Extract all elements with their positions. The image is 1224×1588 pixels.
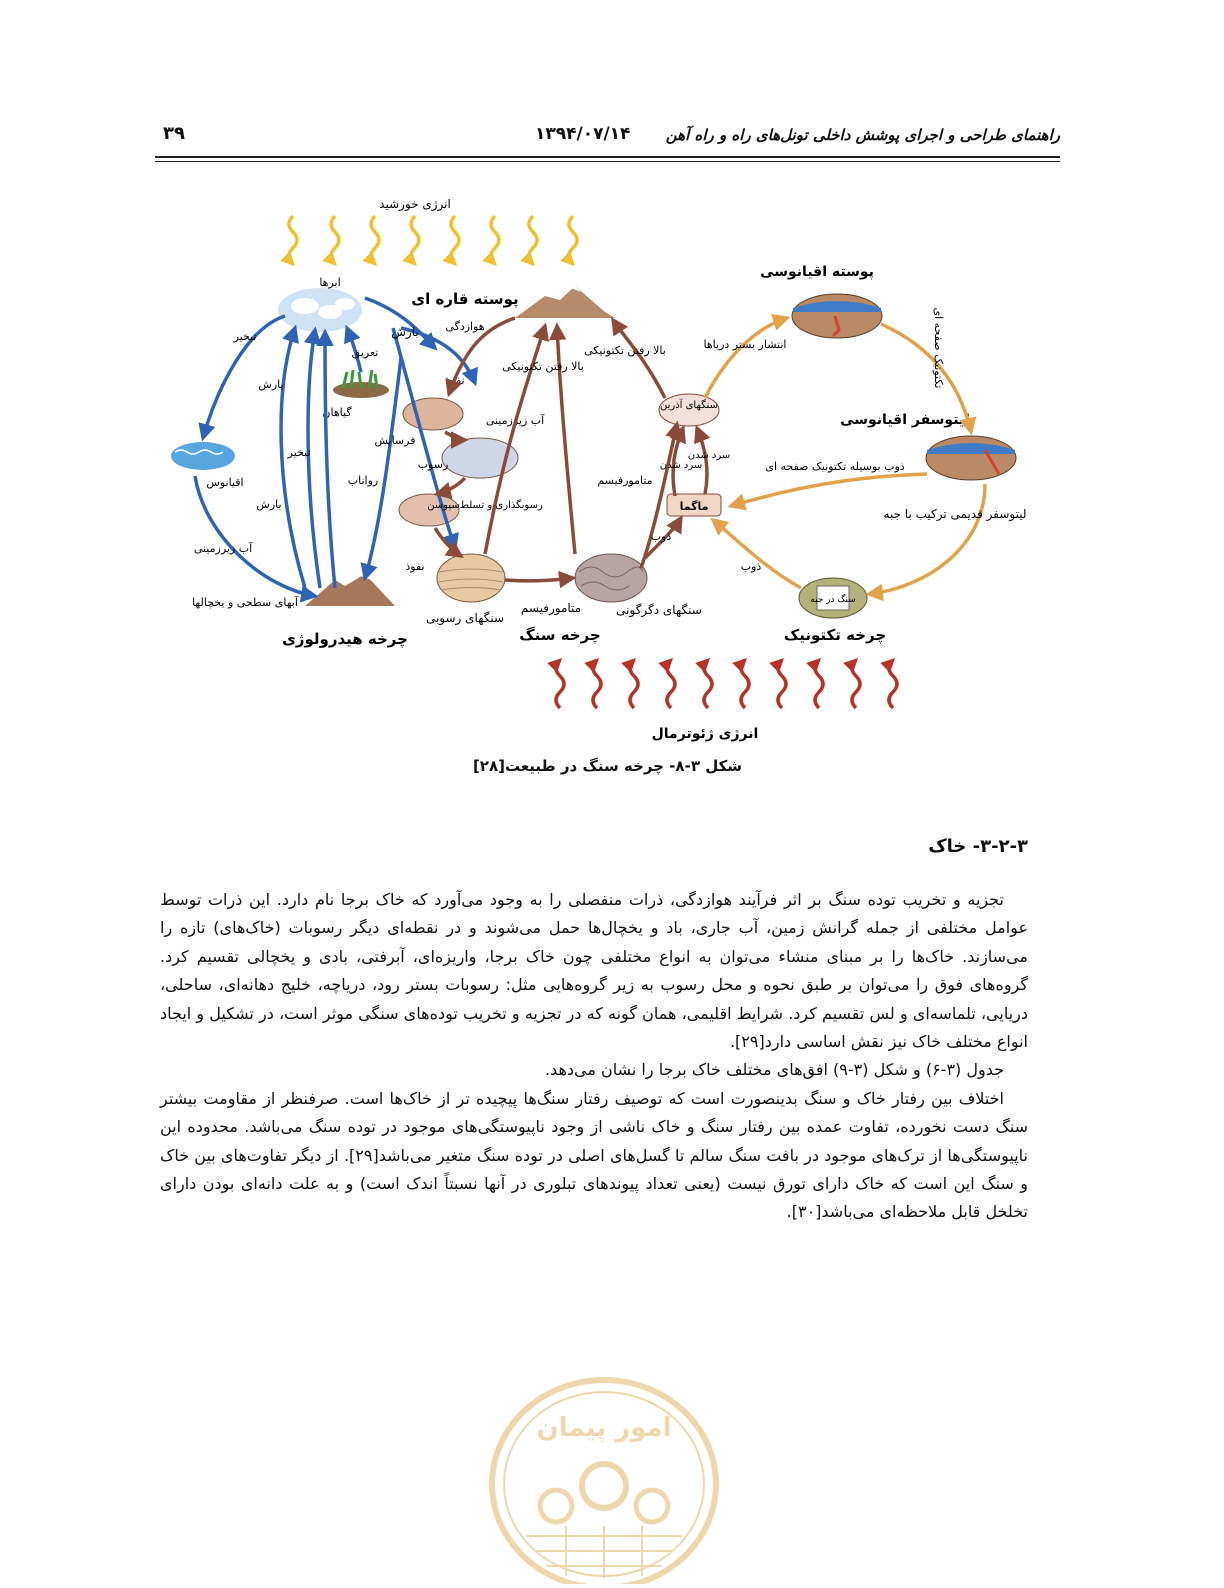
label-metamorphism-side: متامورفیسم <box>597 474 653 487</box>
label-precipitation-2: بارش <box>256 498 282 511</box>
label-ocean: اقیانوس <box>206 476 244 489</box>
document-date: ۱۳۹۴/۰۷/۱۴ <box>535 124 631 144</box>
label-groundwater-left: آب زیرزمینی <box>193 542 253 555</box>
label-continental-crust: پوسته قاره ای <box>411 290 519 308</box>
page-header <box>155 118 1060 158</box>
section-heading: ۳-۲-۳- خاک <box>928 836 1028 857</box>
label-runoff: رواناب <box>347 474 379 487</box>
sedimentary-rocks-icon <box>437 554 505 602</box>
label-burial-compaction: رسوبگذاری و تسلط‌سپوسن <box>427 500 543 511</box>
label-sedimentary-rocks: سنگهای رسوبی <box>425 611 505 625</box>
label-deposition: رسوب <box>417 458 449 471</box>
figure-caption: شکل ۳-۸- چرخه سنگ در طبیعت[۲۸] <box>472 757 743 775</box>
label-infiltration-bottom: نفوذ <box>405 560 425 573</box>
continental-crust-icon <box>515 286 615 318</box>
header-rule-thin <box>155 161 1060 162</box>
label-metamorphism-bottom: متامورفیسم <box>520 601 582 615</box>
oceanic-lithosphere-icon <box>926 436 1016 480</box>
label-precipitation-left: بارش <box>258 378 284 391</box>
metamorphic-rocks-icon <box>575 554 647 602</box>
oceanic-crust-icon <box>792 294 882 338</box>
sun-rays <box>289 216 577 264</box>
label-mantle-rock: سنگ در جبه <box>810 595 856 605</box>
watermark-logo <box>486 1366 722 1584</box>
label-weathering: هوازدگی <box>445 320 485 333</box>
paragraph: جدول (۳-۶) و شکل (۳-۹) افق‌های مختلف خاک برجا را نشان می‌دهد. <box>544 1060 1004 1080</box>
label-evaporation-2: تبخیر <box>287 446 311 459</box>
label-groundwater-mid: آب زیرزمینی <box>485 414 545 427</box>
rock-cycle-diagram <box>165 188 1055 748</box>
label-oceanic-lithosphere: لیتوسفر اقیانوسی <box>840 412 970 428</box>
label-plants: گیاهان <box>322 406 352 419</box>
watermark-seal-icon <box>486 1366 722 1584</box>
geothermal-rays <box>556 660 897 708</box>
label-old-lithosphere: لیتوسفر قدیمی ترکیب با جبه <box>883 507 1027 521</box>
label-cooling-1: سرد شدن <box>659 460 703 471</box>
label-solar-energy: انرژی خورشید <box>379 197 451 211</box>
label-precipitation: بارش <box>391 325 419 339</box>
label-erosion: فرسایش <box>374 434 416 447</box>
label-infiltration-top: نفوذ <box>445 374 465 387</box>
label-tectonic-uplift-1: بالا رفتن تکتونیکی <box>502 360 584 373</box>
rock-cycle-figure <box>165 188 1055 748</box>
label-hydro-cycle: چرخه هیدرولوژی <box>282 630 408 648</box>
ocean-icon <box>171 442 235 470</box>
label-cooling-2: سرد شدن <box>687 450 731 461</box>
label-melting-left: ذوب <box>650 530 672 543</box>
label-metamorphic-rocks: سنگهای دگرگونی <box>616 603 702 617</box>
label-plate-melting: ذوب بوسیله تکتونیک صفحه ای <box>765 460 905 473</box>
header-rule <box>155 156 1060 158</box>
watermark-text: امور پیمان <box>536 1413 672 1443</box>
label-plate-tectonics: تکتونیک صفحه ای <box>932 307 945 389</box>
label-rock-cycle: چرخه سنگ <box>519 626 601 644</box>
label-seafloor-spreading: انتشار بستر دریاها <box>703 338 787 351</box>
label-melting-right: ذوب <box>740 560 762 573</box>
paragraph: اختلاف بین رفتار خاک و سنگ بدینصورت است که توصیف رفتار سنگ‌ها پیچیده تر از خاک‌ها است. صرفنظر از مقاومت بیشتر سنگ دست نخورده، تفاوت عمده بین رفتار سنگ و خاک ناشی از وجود ناپیوستگی‌های موجود در توده سنگ می‌باشد. محدوده این ناپیوستگی‌ها از ترک‌های موجود در بافت سنگ سالم تا گسل‌های اصلی در توده سنگ متغیر می‌باشد[۲۹]. از دیگر تفاوت‌های بین خاک و سنگ این است که خاک دارای تورق نیست (یعنی تعداد پیوندهای تبلوری در آنها نسبتاً اندک است) و به علت دانه‌ای بودن دارای تخلخل قابل ملاحظه‌ای می‌باشد[۳۰]. <box>160 1088 1029 1222</box>
paragraph: تجزیه و تخریب توده سنگ بر اثر فرآیند هوازدگی، ذرات منفصلی را به وجود می‌آورد که خاک برجا نام دارد. این ذرات توسط عوامل مختلفی از جمله گرانش زمین، آب جاری، باد و یخچال‌ها حمل می‌شوند و در نقطه‌ای دیگر رسوبات (خاک‌های) تازه را می‌سازند. خاک‌ها را بر مبنای منشاء می‌توان به انواع مختلفی چون خاک برجا، واریزه‌ای، آبرفتی، بادی و یخچالی تقسیم کرد. گروه‌های فوق را می‌توان بر طبق نحوه و محل رسوب به زیر گروه‌هایی مثل: رسوبات بستر رود، دریاچه، خلیج دهانه‌ای، ساحلی، دریایی، تلماسه‌ای و لس تقسیم کرد. شرایط اقلیمی، همان گونه که در تجزیه و تخریب توده‌های سنگی موثر است، در تشکیل و ایجاد انواع مختلف خاک نیز نقش اساسی دارد[۲۹]. <box>160 890 1028 1052</box>
clouds-icon <box>278 288 362 332</box>
body-text <box>160 886 1028 1227</box>
label-tectonic-cycle: چرخه تکتونیک <box>783 626 887 644</box>
label-magma: ماگما <box>679 500 709 513</box>
label-igneous-rocks: سنگهای آذرین <box>659 400 719 411</box>
label-transpiration: تعریق <box>351 346 379 359</box>
page-number: ۳۹ <box>163 123 185 144</box>
label-clouds: ابرها <box>319 276 341 289</box>
label-surface-water: آبهای سطحی و یخچالها <box>192 596 298 609</box>
document-title: راهنمای طراحی و اجرای پوشش داخلی تونل‌های راه و راه آهن <box>665 126 1060 144</box>
label-evaporation: تبخیر <box>233 330 257 343</box>
label-oceanic-crust: پوسته اقیانوسی <box>760 264 874 280</box>
label-geothermal-energy: انرژی ژئوترمال <box>651 726 759 742</box>
plants-icon <box>333 370 389 398</box>
label-tectonic-uplift-2: بالا رفتن تکتونیکی <box>584 344 666 357</box>
